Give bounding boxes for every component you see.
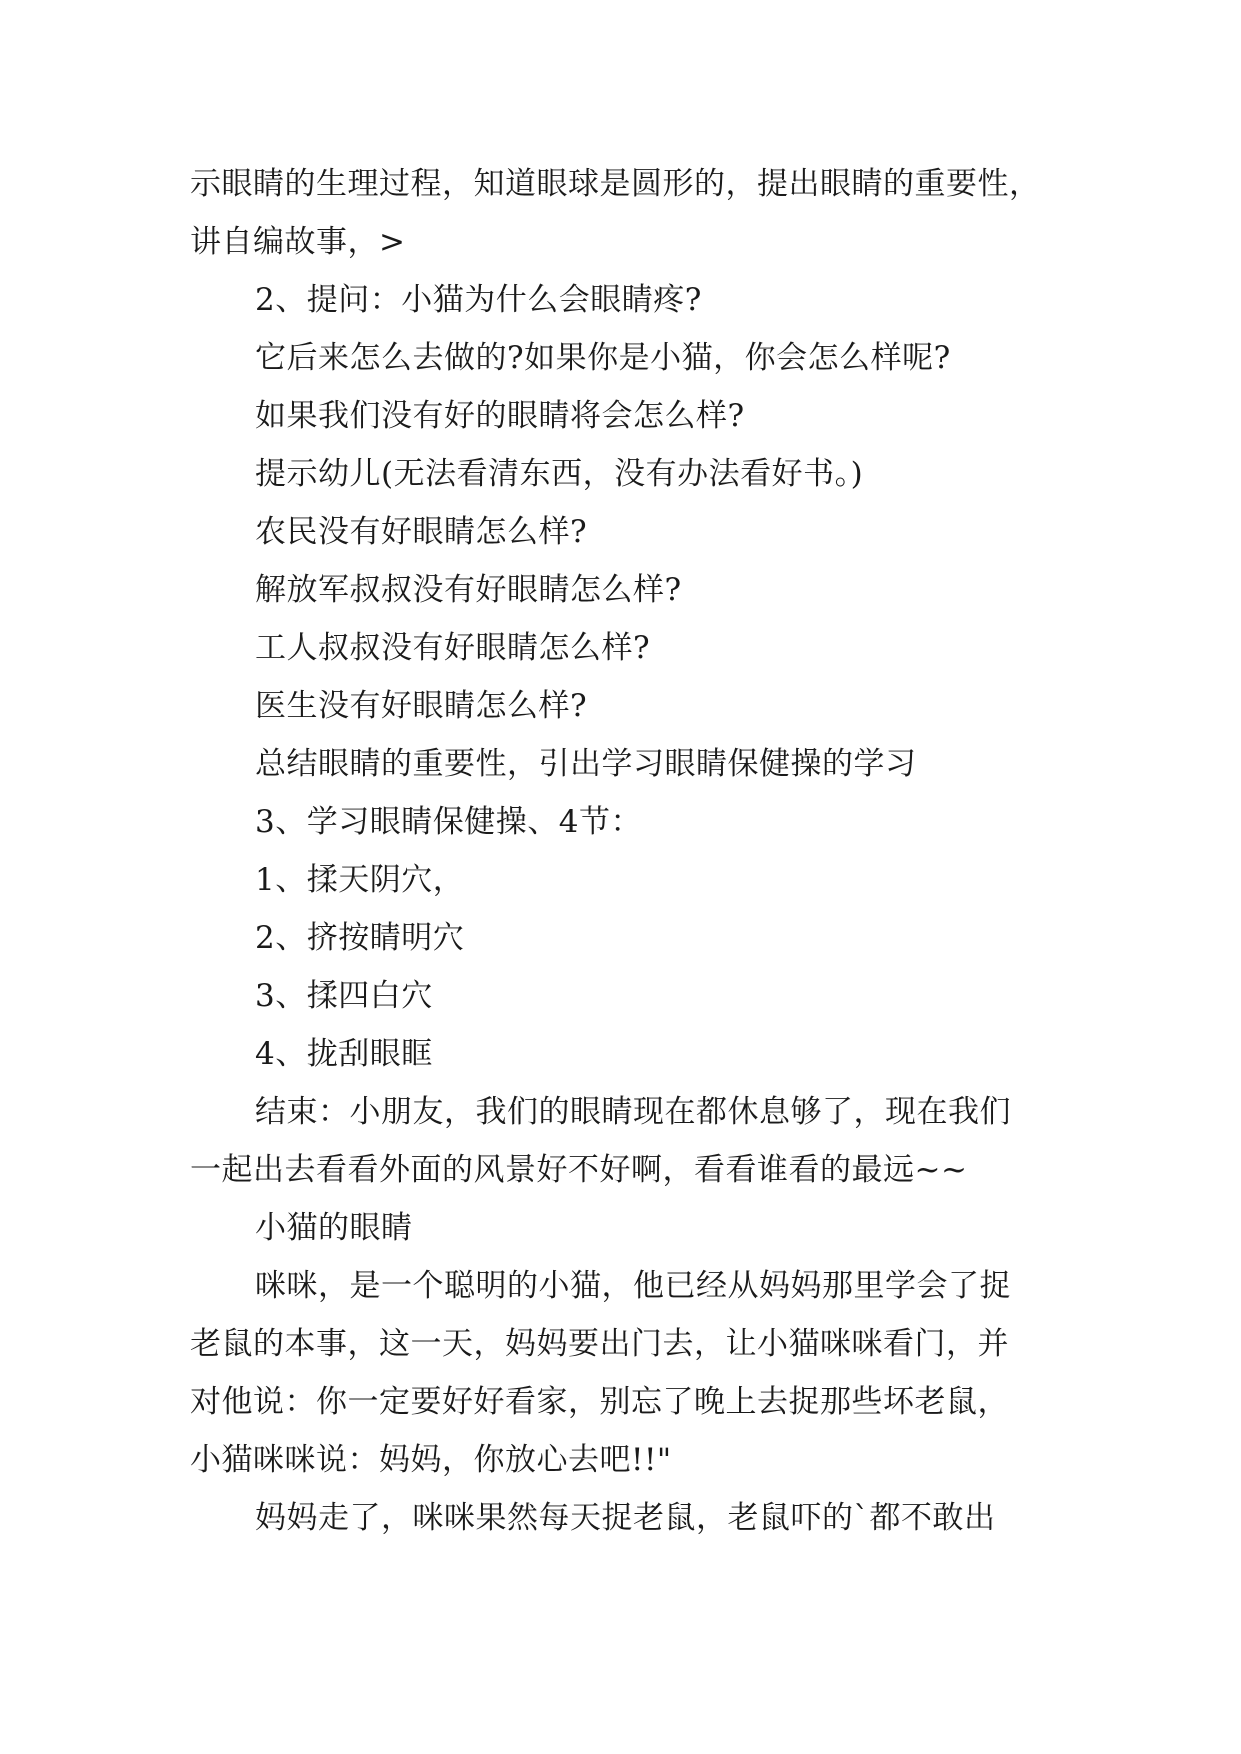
text-line: 2、提问：小猫为什么会眼睛疼? <box>255 282 702 318</box>
text-line: 讲自编故事，> <box>190 224 406 260</box>
text-line: 小猫咪咪说：妈妈，你放心去吧!!" <box>190 1442 672 1478</box>
text-line: 对他说：你一定要好好看家，别忘了晚上去捉那些坏老鼠， <box>190 1384 1009 1420</box>
text-line: 2、挤按睛明穴 <box>255 920 465 956</box>
section-title: 小猫的眼睛 <box>255 1210 413 1246</box>
text-line: 妈妈走了，咪咪果然每天捉老鼠，老鼠吓的`都不敢出 <box>255 1500 996 1536</box>
text-line: 1、揉天阴穴， <box>255 862 465 898</box>
text-line: 工人叔叔没有好眼睛怎么样? <box>255 630 651 666</box>
text-line: 解放军叔叔没有好眼睛怎么样? <box>255 572 682 608</box>
text-line: 3、揉四白穴 <box>255 978 433 1014</box>
text-line: 医生没有好眼睛怎么样? <box>255 688 588 724</box>
text-line: 总结眼睛的重要性，引出学习眼睛保健操的学习 <box>255 746 917 782</box>
text-line: 4、拢刮眼眶 <box>255 1036 433 1072</box>
text-line: 示眼睛的生理过程，知道眼球是圆形的，提出眼睛的重要性， <box>190 166 1041 202</box>
text-line: 3、学习眼睛保健操、4节： <box>255 804 642 840</box>
text-line: 老鼠的本事，这一天，妈妈要出门去，让小猫咪咪看门，并 <box>190 1326 1009 1362</box>
text-line: 如果我们没有好的眼睛将会怎么样? <box>255 398 745 434</box>
text-line: 结束：小朋友，我们的眼睛现在都休息够了，现在我们 <box>255 1094 1011 1130</box>
text-line: 农民没有好眼睛怎么样? <box>255 514 588 550</box>
text-line: 提示幼儿(无法看清东西，没有办法看好书。) <box>255 456 864 492</box>
text-line: 咪咪，是一个聪明的小猫，他已经从妈妈那里学会了捉 <box>255 1268 1011 1304</box>
text-line: 它后来怎么去做的?如果你是小猫，你会怎么样呢? <box>255 340 951 376</box>
text-line: 一起出去看看外面的风景好不好啊，看看谁看的最远~~ <box>190 1152 968 1188</box>
